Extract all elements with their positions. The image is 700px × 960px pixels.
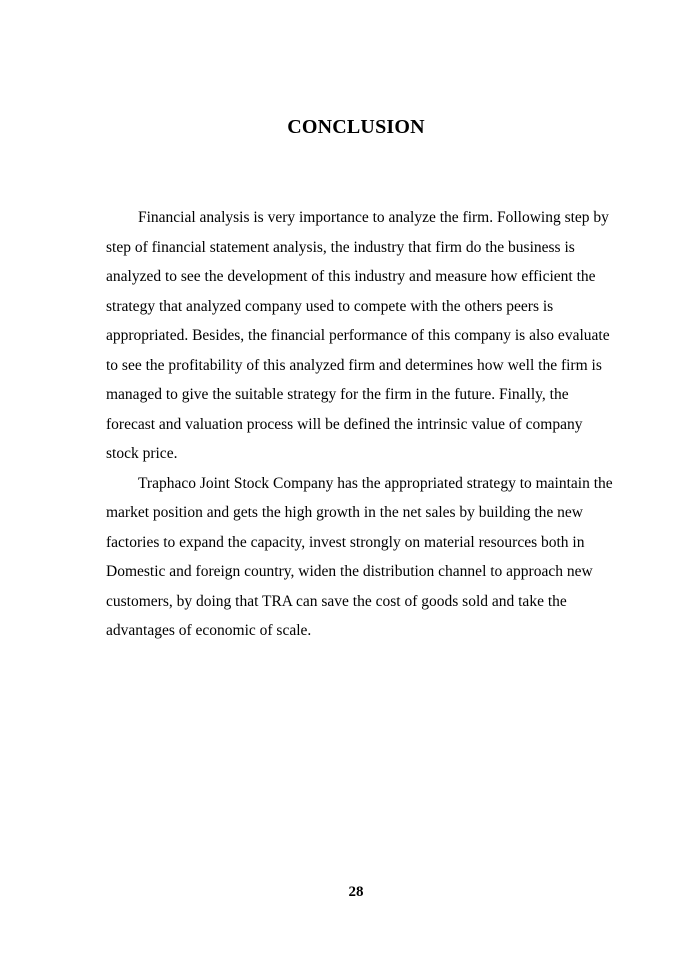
text-line: appropriated. Besides, the financial performance of this company is also evaluate — [106, 327, 610, 344]
text-line: stock price. — [106, 445, 178, 462]
text-line: Traphaco Joint Stock Company has the appropriated strategy to maintain the — [138, 474, 613, 492]
text-line: forecast and valuation process will be defined the intrinsic value of company — [106, 415, 583, 433]
text-line: analyzed to see the development of this industry and measure how efficient the — [106, 268, 596, 285]
text-line: managed to give the suitable strategy for the firm in the future. Finally, the — [106, 386, 569, 403]
paragraph-1 — [106, 203, 632, 469]
text-line: Domestic and foreign country, widen the distribution channel to approach new — [106, 563, 593, 580]
text-line: Financial analysis is very importance to analyze the firm. Following step by — [138, 209, 609, 226]
text-line: strategy that analyzed company used to compete with the others peers is — [106, 297, 554, 315]
paragraph-2 — [106, 469, 632, 646]
page-title: CONCLUSION — [287, 116, 425, 138]
text-line: advantages of economic of scale. — [106, 622, 312, 639]
text-line: step of financial statement analysis, the industry that firm do the business is — [106, 238, 575, 256]
text-line: customers, by doing that TRA can save the cost of goods sold and take the — [106, 592, 567, 610]
text-line: factories to expand the capacity, invest strongly on material resources both in — [106, 533, 585, 551]
body-text — [106, 203, 632, 646]
text-line: market position and gets the high growth in the net sales by building the new — [106, 504, 583, 521]
page-number: 28 — [348, 884, 364, 900]
text-line: to see the profitability of this analyzed firm and determines how well the firm is — [106, 356, 602, 374]
